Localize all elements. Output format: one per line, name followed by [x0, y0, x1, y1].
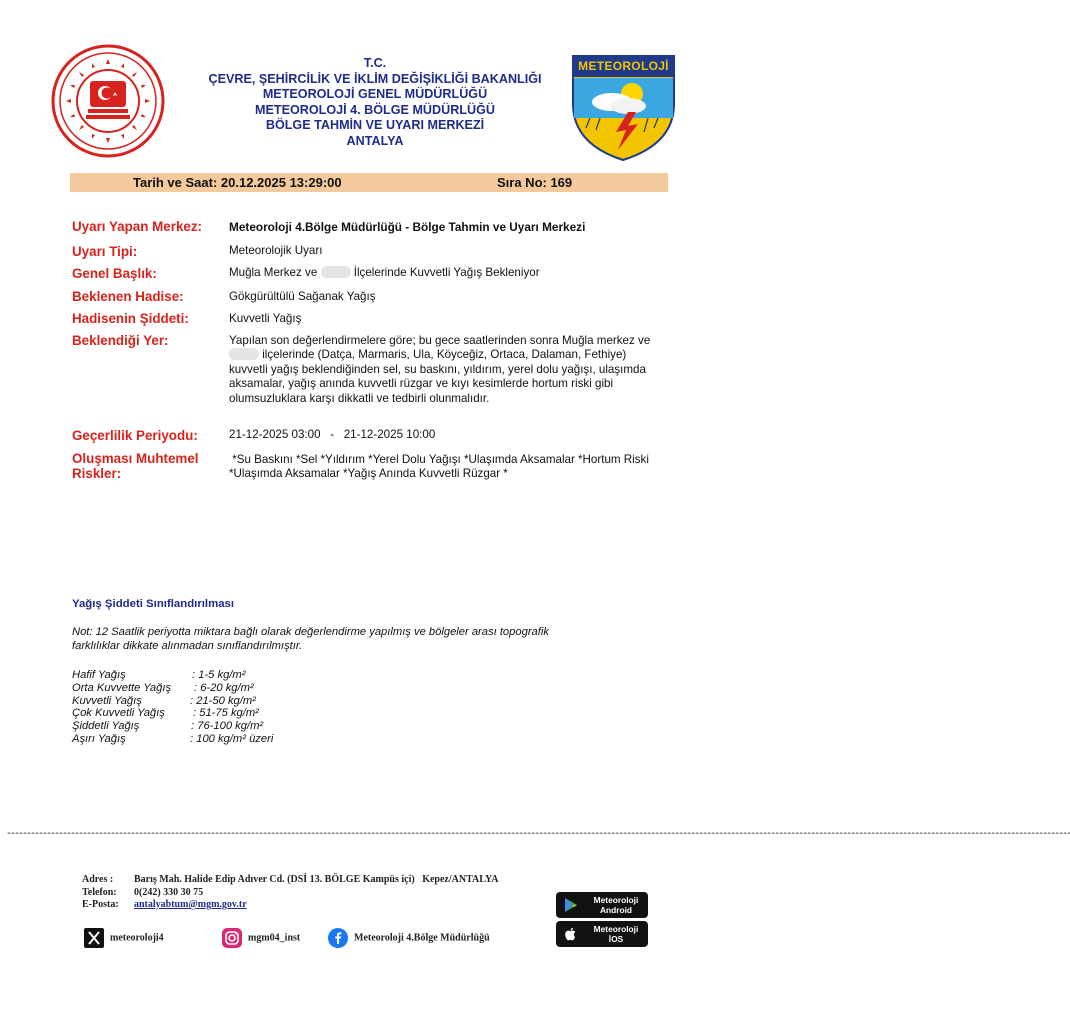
dashed-divider: --------------------------------------------------------------------------------------------------------------------------------------------------------------------------------------------------------------------------------------------------------------------------: [6, 829, 1070, 840]
type-value: Meteorolojik Uyarı: [229, 244, 323, 257]
issue-datetime: Tarih ve Saat: 20.12.2025 13:29:00: [133, 175, 342, 190]
redacted-text: [321, 266, 351, 278]
header-line: METEOROLOJİ GENEL MÜDÜRLÜĞÜ: [262, 87, 488, 102]
note-line: Not: 12 Saatlik periyotta miktara bağlı olarak değerlendirme yapılmış ve bölgeler arası topografik: [72, 626, 549, 638]
instagram-icon: [222, 928, 242, 948]
x-social-link[interactable]: [84, 928, 164, 948]
event-label: Beklenen Hadise:: [72, 289, 184, 304]
center-value: Meteoroloji 4.Bölge Müdürlüğü - Bölge Tahmin ve Uyarı Merkezi: [229, 220, 586, 234]
class-value: : 21-50 kg/m²: [190, 694, 256, 707]
event-value: Gökgürültülü Sağanak Yağış: [229, 290, 376, 303]
meteoroloji-shield-logo: [570, 54, 677, 162]
redacted-text: [229, 348, 259, 360]
center-label: Uyarı Yapan Merkez:: [72, 219, 203, 234]
class-value: : 100 kg/m² üzeri: [190, 732, 274, 745]
classification-note: [72, 625, 632, 654]
android-line: Meteoroloji: [593, 895, 639, 905]
address-value: Barış Mah. Halide Edip Adıver Cd. (DSİ 13. BÖLGE Kampüs içi) Kepez/ANTALYA: [134, 874, 499, 885]
place-line: aksamalar, yağış anında kuvvetli rüzgar ve kıyı kesimlerde hortum riski gibi: [229, 377, 614, 391]
phone-row: [82, 887, 499, 900]
play-store-icon: [562, 896, 580, 914]
class-value: : 1-5 kg/m²: [192, 669, 246, 681]
class-value: : 51-75 kg/m²: [193, 707, 259, 720]
severity-label: Hadisenin Şiddeti:: [72, 311, 189, 326]
class-name: Hafif Yağış: [72, 669, 126, 681]
ministry-header: [190, 56, 560, 150]
android-app-button[interactable]: [556, 892, 648, 918]
ministry-seal-logo: [50, 43, 166, 159]
instagram-handle: mgm04_inst: [248, 932, 301, 944]
severity-value: Kuvvetli Yağış: [229, 312, 302, 325]
place-line: olumsuzluklara karşı dikkatli ve tedbirli olunmalıdır.: [229, 391, 490, 405]
address-key: Adres :: [82, 874, 114, 885]
ios-app-button[interactable]: [556, 921, 648, 947]
ios-line: İOS: [608, 934, 624, 944]
class-value: : 76-100 kg/m²: [191, 720, 264, 733]
validity-label: Geçerlilik Periyodu:: [72, 428, 198, 443]
header-line: ANTALYA: [346, 133, 404, 148]
place-line: ilçelerinde (Datça, Marmaris, Ula, Köyceğiz, Ortaca, Dalaman, Fethiye): [262, 348, 627, 362]
ios-app-label: [586, 924, 646, 944]
android-line: Android: [599, 905, 633, 915]
risks-label-line: Oluşması Muhtemel: [72, 451, 199, 466]
header-line: ÇEVRE, ŞEHİRCİLİK VE İKLİM DEĞİŞİKLİĞİ BAKANLIĞI: [208, 71, 542, 86]
place-line-wrap: [229, 348, 677, 362]
email-key: E-Posta:: [82, 899, 119, 910]
class-value: : 6-20 kg/m²: [194, 681, 254, 694]
risks-line: *Su Baskını *Sel *Yıldırım *Yerel Dolu Yağışı *Ulaşımda Aksamalar *Hortum Riski: [229, 453, 649, 466]
header-line: BÖLGE TAHMİN VE UYARI MERKEZİ: [265, 118, 485, 133]
instagram-social-link[interactable]: [222, 928, 300, 948]
address-row: [82, 874, 499, 887]
type-label: Uyarı Tipi:: [72, 244, 138, 259]
apple-icon: [562, 925, 580, 943]
sequence-number: Sıra No: 169: [497, 175, 573, 190]
note-line: farklılıklar dikkate alınmadan sınıflandırılmıştır.: [72, 640, 303, 653]
header-line: T.C.: [363, 56, 387, 70]
place-line: Yapılan son değerlendirmelere göre; bu gece saatlerinden sonra Muğla merkez ve: [229, 334, 651, 347]
place-line: kuvvetli yağış beklendiğinden sel, su baskını, yıldırım, yerel dolu yağışı, ulaşımda: [229, 362, 646, 376]
email-row: [82, 899, 499, 912]
class-name: Çok Kuvvetli Yağış: [72, 707, 165, 720]
title-label: Genel Başlık:: [72, 266, 157, 281]
validity-value: 21-12-2025 03:00 - 21-12-2025 10:00: [229, 428, 436, 441]
android-app-label: [586, 895, 646, 915]
risks-label: [72, 451, 199, 481]
facebook-icon: [328, 928, 348, 948]
class-name: Şiddetli Yağış: [72, 720, 140, 733]
classification-title: Yağış Şiddeti Sınıflandırılması: [72, 598, 235, 610]
risks-label-line: Riskler:: [72, 466, 122, 481]
class-name: Orta Kuvvette Yağış: [72, 681, 172, 694]
email-link[interactable]: antalyabtum@mgm.gov.tr: [134, 899, 247, 910]
title-value-a: Muğla Merkez ve: [229, 266, 318, 279]
x-icon: [84, 928, 104, 948]
title-value-b: İlçelerinde Kuvvetli Yağış Bekleniyor: [353, 266, 540, 279]
x-handle: meteoroloji4: [110, 932, 164, 944]
facebook-handle: Meteoroloji 4.Bölge Müdürlüğü: [354, 932, 490, 944]
date-sequence-band: [70, 173, 668, 192]
header-line: METEOROLOJİ 4. BÖLGE MÜDÜRLÜĞÜ: [255, 102, 495, 117]
phone-key: Telefon:: [82, 886, 117, 898]
risks-line: *Ulaşımda Aksamalar *Yağış Anında Kuvvetli Rüzgar *: [229, 467, 508, 481]
class-name: Aşırı Yağış: [72, 732, 126, 745]
place-label: Beklendiği Yer:: [72, 333, 169, 348]
place-description: [229, 334, 677, 406]
risks-value: [229, 453, 679, 482]
contact-info: [82, 874, 499, 912]
class-name: Kuvvetli Yağış: [72, 694, 142, 707]
ios-line: Meteoroloji: [593, 924, 639, 934]
facebook-social-link[interactable]: [328, 928, 490, 948]
title-value: [229, 266, 540, 280]
phone-value: 0(242) 330 30 75: [134, 886, 204, 898]
logo-text: METEOROLOJİ: [578, 59, 669, 73]
